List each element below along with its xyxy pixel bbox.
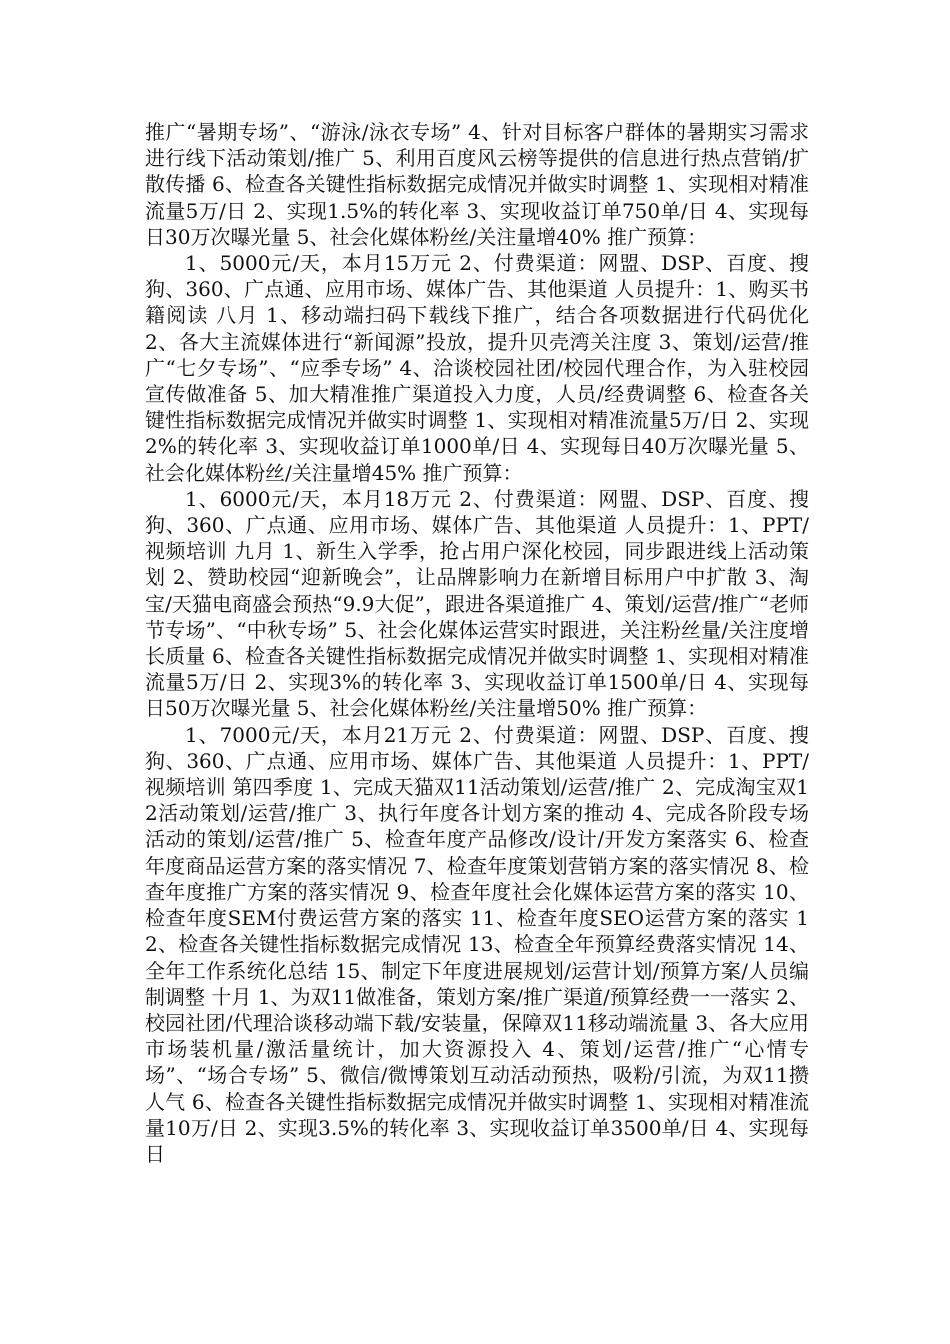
paragraph-august: 1、5000元/天，本月15万元 2、付费渠道：网盟、DSP、百度、搜狗、360、广点通、应用市场、媒体广告、其他渠道 人员提升：1、购买书籍阅读 八月 1、移动端扫码下载线下推广，结合各项数据进行代码优化 2、各大主流媒体进行“新闻源”投放，提升贝壳湾关注度 3、策划/运营/推广“七夕专场”、“应季专场” 4、洽谈校园社团/校园代理合作，为入驻校园宣传做准备 5、加大精准推广渠道投入力度，人员/经费调整 6、检查各关键性指标数据完成情况并做实时调整 1、实现相对精准流量5万/日 2、实现2%的转化率 3、实现收益订单1000单/日 4、实现每日40万次曝光量 5、社会化媒体粉丝/关注量增45% 推广预算： <box>145 251 809 485</box>
paragraph-fourth-quarter: 1、7000元/天，本月21万元 2、付费渠道：网盟、DSP、百度、搜狗、360、广点通、应用市场、媒体广告、其他渠道 人员提升：1、PPT/视频培训 第四季度 1、完成天猫双11活动策划/运营/推广 2、完成淘宝双12活动策划/运营/推广 3、执行年度各计划方案的推动 4、完成各阶段专场活动的策划/运营/推广 5、检查年度产品修改/设计/开发方案落实 6、检查年度商品运营方案的落实情况 7、检查年度策划营销方案的落实情况 8、检查年度推广方案的落实情况 9、检查年度社会化媒体运营方案的落实 10、检查年度SEM付费运营方案的落实 11、检查年度SEO运营方案的落实 12、检查各关键性指标数据完成情况 13、检查全年预算经费落实情况 14、全年工作系统化总结 15、制定下年度进展规划/运营计划/预算方案/人员编制调整 十月 1、为双11做准备，策划方案/推广渠道/预算经费一一落实 2、校园社团/代理洽谈移动端下载/安装量，保障双11移动端流量 3、各大应用市场装机量/激活量统计，加大资源投入 4、策划/运营/推广“心情专场”、“场合专场” 5、微信/微博策划互动活动预热，吸粉/引流，为双11攒人气 6、检查各关键性指标数据完成情况并做实时调整 1、实现相对精准流量10万/日 2、实现3.5%的转化率 3、实现收益订单3500单/日 4、实现每日 <box>145 722 809 1166</box>
paragraph-september: 1、6000元/天，本月18万元 2、付费渠道：网盟、DSP、百度、搜狗、360、广点通、应用市场、媒体广告、其他渠道 人员提升：1、PPT/视频培训 九月 1、新生入学季，抢占用户深化校园，同步跟进线上活动策划 2、赞助校园“迎新晚会”，让品牌影响力在新增目标用户中扩散 3、淘宝/天猫电商盛会预热“9.9大促”，跟进各渠道推广 4、策划/运营/推广“老师节专场”、“中秋专场” 5、社会化媒体运营实时跟进，关注粉丝量/关注度增长质量 6、检查各关键性指标数据完成情况并做实时调整 1、实现相对精准流量5万/日 2、实现3%的转化率 3、实现收益订单1500单/日 4、实现每日50万次曝光量 5、社会化媒体粉丝/关注量增50% 推广预算： <box>145 486 809 721</box>
paragraph-july-continuation: 推广“暑期专场”、“游泳/泳衣专场” 4、针对目标客户群体的暑期实习需求进行线下活动策划/推广 5、利用百度风云榜等提供的信息进行热点营销/扩散传播 6、检查各关键性指标数据完成情况并做实时调整 1、实现相对精准流量5万/日 2、实现1.5%的转化率 3、实现收益订单750单/日 4、实现每日30万次曝光量 5、社会化媒体粉丝/关注量增40% 推广预算： <box>145 120 809 249</box>
document-body <box>145 119 809 1167</box>
